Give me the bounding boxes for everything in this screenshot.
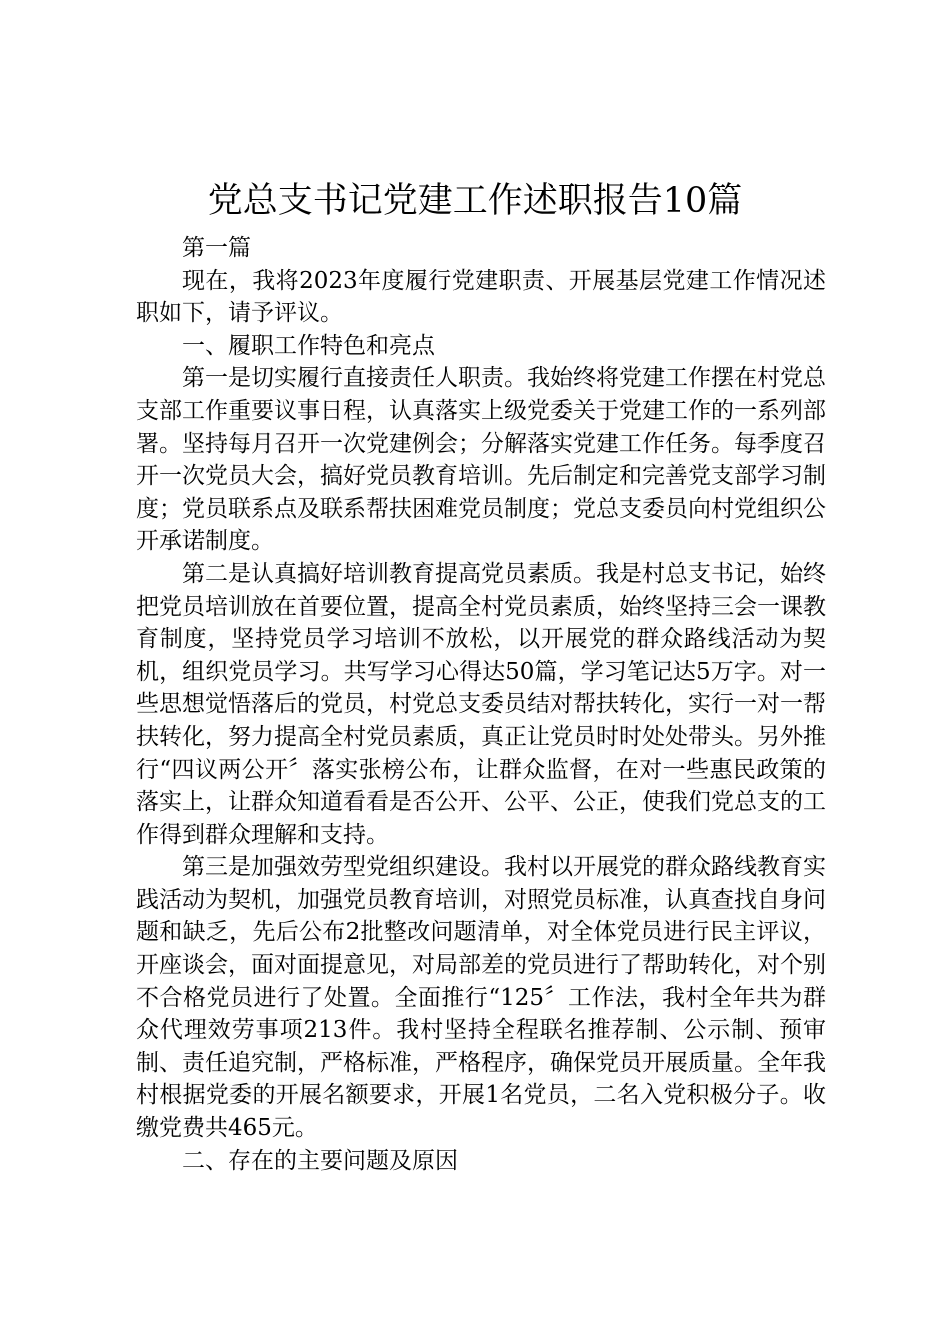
body-paragraph: 第二是认真搞好培训教育提高党员素质。我是村总支书记，始终把党员培训放在首要位置，提高全村党员素质，始终坚持三会一课教育制度，坚持党员学习培训不放松，以开展党的群众路线活动为契机，组织党员学习。共写学习心得达50篇，学习笔记达5万字。对一些思想觉悟落后的党员，村党总支委员结对帮扶转化，实行一对一帮扶转化，努力提高全村党员素质，真正让党员时时处处带头。另外推行“四议两公开〞落实张榜公布，让群众监督，在对一些惠民政策的落实上，让群众知道看看是否公开、公平、公正，使我们党总支的工作得到群众理解和支持。 bbox=[136, 560, 826, 848]
document-title: 党总支书记党建工作述职报告10篇 bbox=[207, 181, 743, 221]
body-paragraph: 第三是加强效劳型党组织建设。我村以开展党的群众路线教育实践活动为契机，加强党员教育培训，对照党员标准，认真查找自身问题和缺乏，先后公布2批整改问题清单，对全体党员进行民主评议，开座谈会，面对面提意见，对局部差的党员进行了帮助转化，对个别不合格党员进行了处置。全面推行“125〞工作法，我村全年共为群众代理效劳事项213件。我村坚持全程联名推荐制、公示制、预审制、责任追究制，严格标准，严格程序，确保党员开展质量。全年我村根据党委的开展名额要求，开展1名党员，二名入党积极分子。收缴党费共465元。 bbox=[136, 854, 826, 1142]
intro-paragraph: 现在，我将2023年度履行党建职责、开展基层党建工作情况述职如下，请予评议。 bbox=[136, 267, 826, 327]
section-heading: 一、履职工作特色和亮点 bbox=[182, 332, 435, 359]
document-body bbox=[136, 232, 826, 1177]
section-heading: 二、存在的主要问题及原因 bbox=[182, 1147, 458, 1174]
section-label: 第一篇 bbox=[182, 235, 251, 261]
body-paragraph: 第一是切实履行直接责任人职责。我始终将党建工作摆在村党总支部工作重要议事日程，认真落实上级党委关于党建工作的一系列部署。坚持每月召开一次党建例会；分解落实党建工作任务。每季度召开一次党员大会，搞好党员教育培训。先后制定和完善党支部学习制度；党员联系点及联系帮扶困难党员制度；党总支委员向村党组织公开承诺制度。 bbox=[136, 365, 826, 555]
